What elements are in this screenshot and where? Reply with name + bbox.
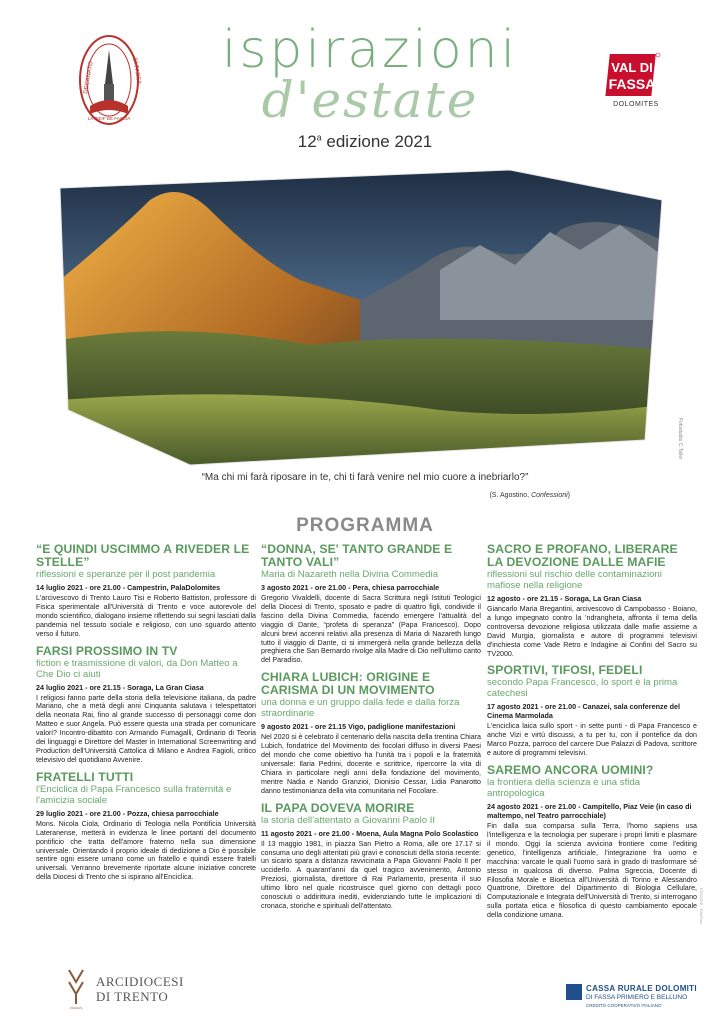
event-title: FARSI PROSSIMO IN TV xyxy=(36,643,178,658)
title-script: d'estate xyxy=(261,71,479,129)
event-subtitle: la storia dell'attentato a Giovanni Paolo II xyxy=(261,814,436,826)
event-title: IL PAPA DOVEVA MORIRE xyxy=(261,800,415,815)
cassa-rurale-logo-icon xyxy=(566,984,582,1000)
event-date: 12 agosto - ore 21.15 - Soraga, La Gran Ciasa xyxy=(487,594,642,603)
programma-heading: PROGRAMMA xyxy=(296,515,434,536)
event-date: 9 agosto 2021 - ore 21.15 Vigo, padiglione manifestazioni xyxy=(261,722,456,732)
event-description: Nel 2020 si è celebrato il centenario della nascita della trentina Chiara Lubich, fondatrice del Movimento dei focolari diffuso in diversi Paesi del mondo che come obiettivo ha l'unità tra i popoli e la fraternità universale: Ilaria Pedrini, docente e scrittrice, ripercorre la vita di Chiara in particolare negli anni della fondazione del movimento, mentre Nadia e Nando Granzioi, Dionisio Cessar, Lidia Panarotto danno testimonianza della vita comunitaria nel Focolare. xyxy=(261,733,481,795)
brand-fassa: FASSA xyxy=(608,76,656,92)
event-subtitle: riflessioni sul rischio delle contaminazioni mafiose nella religione xyxy=(487,569,662,591)
arcidiocesi-logo-text xyxy=(96,974,184,1004)
edition-superscript: a xyxy=(316,132,322,143)
edition-number: 12 xyxy=(297,132,317,151)
brand-val: VAL DI xyxy=(611,60,653,75)
program-event xyxy=(261,671,481,795)
event-subtitle: riflessioni e speranze per il post pandemia xyxy=(36,569,216,580)
event-description: Mons. Nicola Ciola, Ordinario di Teologia nella Pontificia Università Lateranense, metterà in evidenza le linee portanti del documento pontificio che tratta dell'amore fraterno nella sua dimensione universale. Orientando il proprio ideale di dedizione a Dio è possibile sentire ogni essere umano come un fratello e quindi essere fratelli universali. Verranno brevemente riportate alcune iniziative concrete della Diocesi di Trento che si ispirano all'Enciclica. xyxy=(36,819,256,882)
event-description: I religiosi fanno parte della storia della televisione italiana, da padre Mariano, che a metà degli anni Cinquanta salutava i telespettatori della neonata Rai, fino al grande successo di personaggi come don Matteo e suor Angela. Può essere questa una strada per comunicare valori? Incontro-dibattito con Armando Fumagalli, Ordinario di Teoria dei linguaggi e Direttore del Master in International Screenwriting and Production dell'Università Cattolica di Milano e Andrea Fagioli, critico televisivo del quotidiano Avvenire. xyxy=(36,693,256,764)
cassa-rurale-name: CASSA RURALE DOLOMITI xyxy=(586,984,697,993)
event-description: L'arcivescovo di Trento Lauro Tisi e Roberto Battiston, professore di Fisica sperimentale all'Università di Trento e voce autorevole del mondo scientifico, dialogano insieme riflettendo sui segni lasciati dalla pandemia nel tessuto sociale e religioso, con uno sguardo attento verso il futuro. xyxy=(36,594,256,638)
program-event xyxy=(261,543,481,665)
program-event xyxy=(487,664,697,758)
program-event xyxy=(36,771,256,882)
seal-sub-text: LA PIEIF DE FASCIA xyxy=(87,116,131,121)
event-subtitle: fiction e trasmissione di valori, da Don Matteo a Che Dio ci aiuti xyxy=(36,657,238,680)
quote-source-work: Confessioni xyxy=(531,492,568,499)
val-di-fassa-logo xyxy=(610,52,660,98)
arcidiocesi-line-2: DI TRENTO xyxy=(96,989,169,1004)
arcidiocesi-emblem-icon xyxy=(66,966,86,1010)
quote-text: “Ma chi mi farà riposare in te, chi ti farà venire nel mio cuore a inebriarlo?” xyxy=(201,472,529,483)
event-subtitle: Maria di Nazareth nella Divina Commedia xyxy=(261,569,439,580)
arcidiocesi-motto: VIGILIUS xyxy=(69,1006,83,1010)
event-description: Gregorio Vivaldelli, docente di Sacra Scrittura negli Istituti Teologici della Diocesi di Trento, sposato e padre di quattro figli, condivide il fascino della Divina Commedia, facendo emergere l'attualità del viaggio di Dante, “profeta di speranza” (Papa Francesco). Dopo alcuni brevi accenni relativi alla presenza di Maria di Nazareth lungo tutto il viaggio di Dante, ci si immergerà nella grande bellezza della preghiera che San Bernardo rivolge alla Madre di Dio nell'ultimo canto del Paradiso. xyxy=(261,594,481,665)
event-description: Fin dalla sua comparsa sulla Terra, l'homo sapiens usa l'intelligenza e la tecnologia per superare i propri limiti e plasmare il mondo. Oggi la scienza avvicina frontiere come l'editing genetico, l'intelligenza artificiale, l'integrazione fra uomo e macchina: varcate le quali l'uomo sarà in grado di trasformare sé stesso in qualcosa di diverso. Palma Sgreccia, Docente di Filosofia Morale e Bioetica all'Università di Torino e Alessandro Quattrone, Direttore del Dipartimento di Biologia Cellulare, Computazionale e Integrata dell'Università di Trento, si interrogano sulla portata etica e filosofica di questo cambiamento epocale della condizione umana. xyxy=(487,822,697,920)
seal-text-right: DI FASSA xyxy=(131,57,142,85)
program-event xyxy=(261,802,481,911)
mountain-landscape-photo xyxy=(60,170,662,465)
event-date: 11 agosto 2021 - ore 21.00 - Moena, Aula Magna Polo Scolastico xyxy=(261,828,479,838)
event-subtitle: secondo Papa Francesco, lo sport è la prima catechesi xyxy=(487,677,678,700)
quote-source-end: ) xyxy=(567,492,570,499)
program-column-2 xyxy=(261,543,481,917)
event-date: 17 agosto 2021 - ore 21.00 - Canazei, sala conferenze del Cinema Marmolada xyxy=(487,702,680,721)
seal-text-left: DECANATO xyxy=(83,61,95,95)
edition-text: edizione 2021 xyxy=(321,132,433,151)
photo-credit: Fotostudio C.Tailer xyxy=(677,418,683,460)
event-description: L'enciclica laica sullo sport - in sette punti - di Papa Francesco e anche Vizi e virtù discussi, a tu per tu, con il pontefice da don Marco Pozza, parroco del carcere Due Palazzi di Padova, scrittore e autore di programmi televisivi. xyxy=(487,722,697,758)
event-date: 24 luglio 2021 - ore 21.15 - Soraga, La Gran Ciasa xyxy=(36,682,204,692)
event-date: 29 luglio 2021 - ore 21.00 - Pozza, chiesa parrocchiale xyxy=(36,808,219,818)
event-description: Giancarlo Maria Bregantini, arcivescovo di Campobasso - Boiano, a lungo impegnato contro la 'ndrangheta, affronta il tema della controversa devozione religiosa utilizzata dalle mafie assieme a David Murgia, giornalista e autore di programmi televisivi d'inchiesta come Vade Retro e Indagine ai Confini del Sacro su TV2000. xyxy=(487,605,697,658)
quote-source-author: (S. Agostino, xyxy=(489,492,532,499)
program-event xyxy=(36,543,256,639)
program-column-3 xyxy=(487,543,697,926)
event-title: “DONNA, SE' TANTO GRANDE E TANTO VALI” xyxy=(261,542,453,569)
event-subtitle: una donna e un gruppo dalla fede e dalla forza straordinarie xyxy=(261,697,460,720)
edition-line xyxy=(245,132,485,152)
program-event xyxy=(487,764,697,920)
arcidiocesi-line-1: ARCIDIOCESI xyxy=(96,974,184,989)
decanato-seal-logo xyxy=(78,34,140,126)
cassa-rurale-sub: DI FASSA PRIMIERO E BELLUNO xyxy=(586,994,688,1001)
event-date: 24 agosto 2021 - ore 21.00 - Campitello, Piaz Veie (in caso di maltempo, nel Teatro parrocchiale) xyxy=(487,802,692,821)
program-column-1 xyxy=(36,543,256,888)
title-main: ispirazioni xyxy=(221,20,519,80)
brand-dolomites: DOLOMITES xyxy=(613,101,659,108)
cassa-rurale-tagline: CREDITO COOPERATIVO ITALIANO xyxy=(586,1003,662,1008)
program-event xyxy=(36,645,256,765)
event-title: SPORTIVI, TIFOSI, FEDELI xyxy=(487,663,643,678)
program-event xyxy=(487,543,697,658)
event-title: FRATELLI TUTTI xyxy=(36,769,134,784)
event-title: SAREMO ANCORA UOMINI? xyxy=(487,763,654,778)
event-date: 3 agosto 2021 - ore 21.00 - Pera, chiesa parrocchiale xyxy=(261,583,440,592)
event-date: 14 luglio 2021 - ore 21.00 - Campestrin, PalaDolomites xyxy=(36,583,221,592)
event-title: CHIARA LUBICH: ORIGINE E CARISMA DI UN MOVIMENTO xyxy=(261,670,435,698)
event-title: “E QUINDI USCIMMO A RIVEDER LE STELLE” xyxy=(36,542,250,569)
event-title: SACRO E PROFANO, LIBERARE LA DEVOZIONE DALLE MAFIE xyxy=(487,542,678,569)
quote-source xyxy=(110,492,620,499)
event-description: Il 13 maggio 1981, in piazza San Pietro a Roma, alle ore 17.17 si consuma uno degli attentati più gravi e conosciuti della storia recente: un sicario spara a distanza ravvicinata a Papa Giovanni Paolo II per ucciderlo. A quarant'anni da quel tragico avvenimento, Antonio Preziosi, giornalista, direttore di Rai Parlamento, presenta il suo ultimo libro nel quale ricostruisce quel giorno con dettagli poco conosciuti o addirittura inediti, evidenziando tutte le implicazioni di cronaca, storiche e spirituali dell'attentato. xyxy=(261,839,481,910)
side-print-note: EDIZIONI - RimRom xyxy=(699,888,704,925)
event-subtitle: l'Enciclica di Papa Francesco sulla fraternità e l'amicizia sociale xyxy=(36,783,232,806)
event-subtitle: la frontiera della scienza è una sfida antropologica xyxy=(487,777,641,800)
